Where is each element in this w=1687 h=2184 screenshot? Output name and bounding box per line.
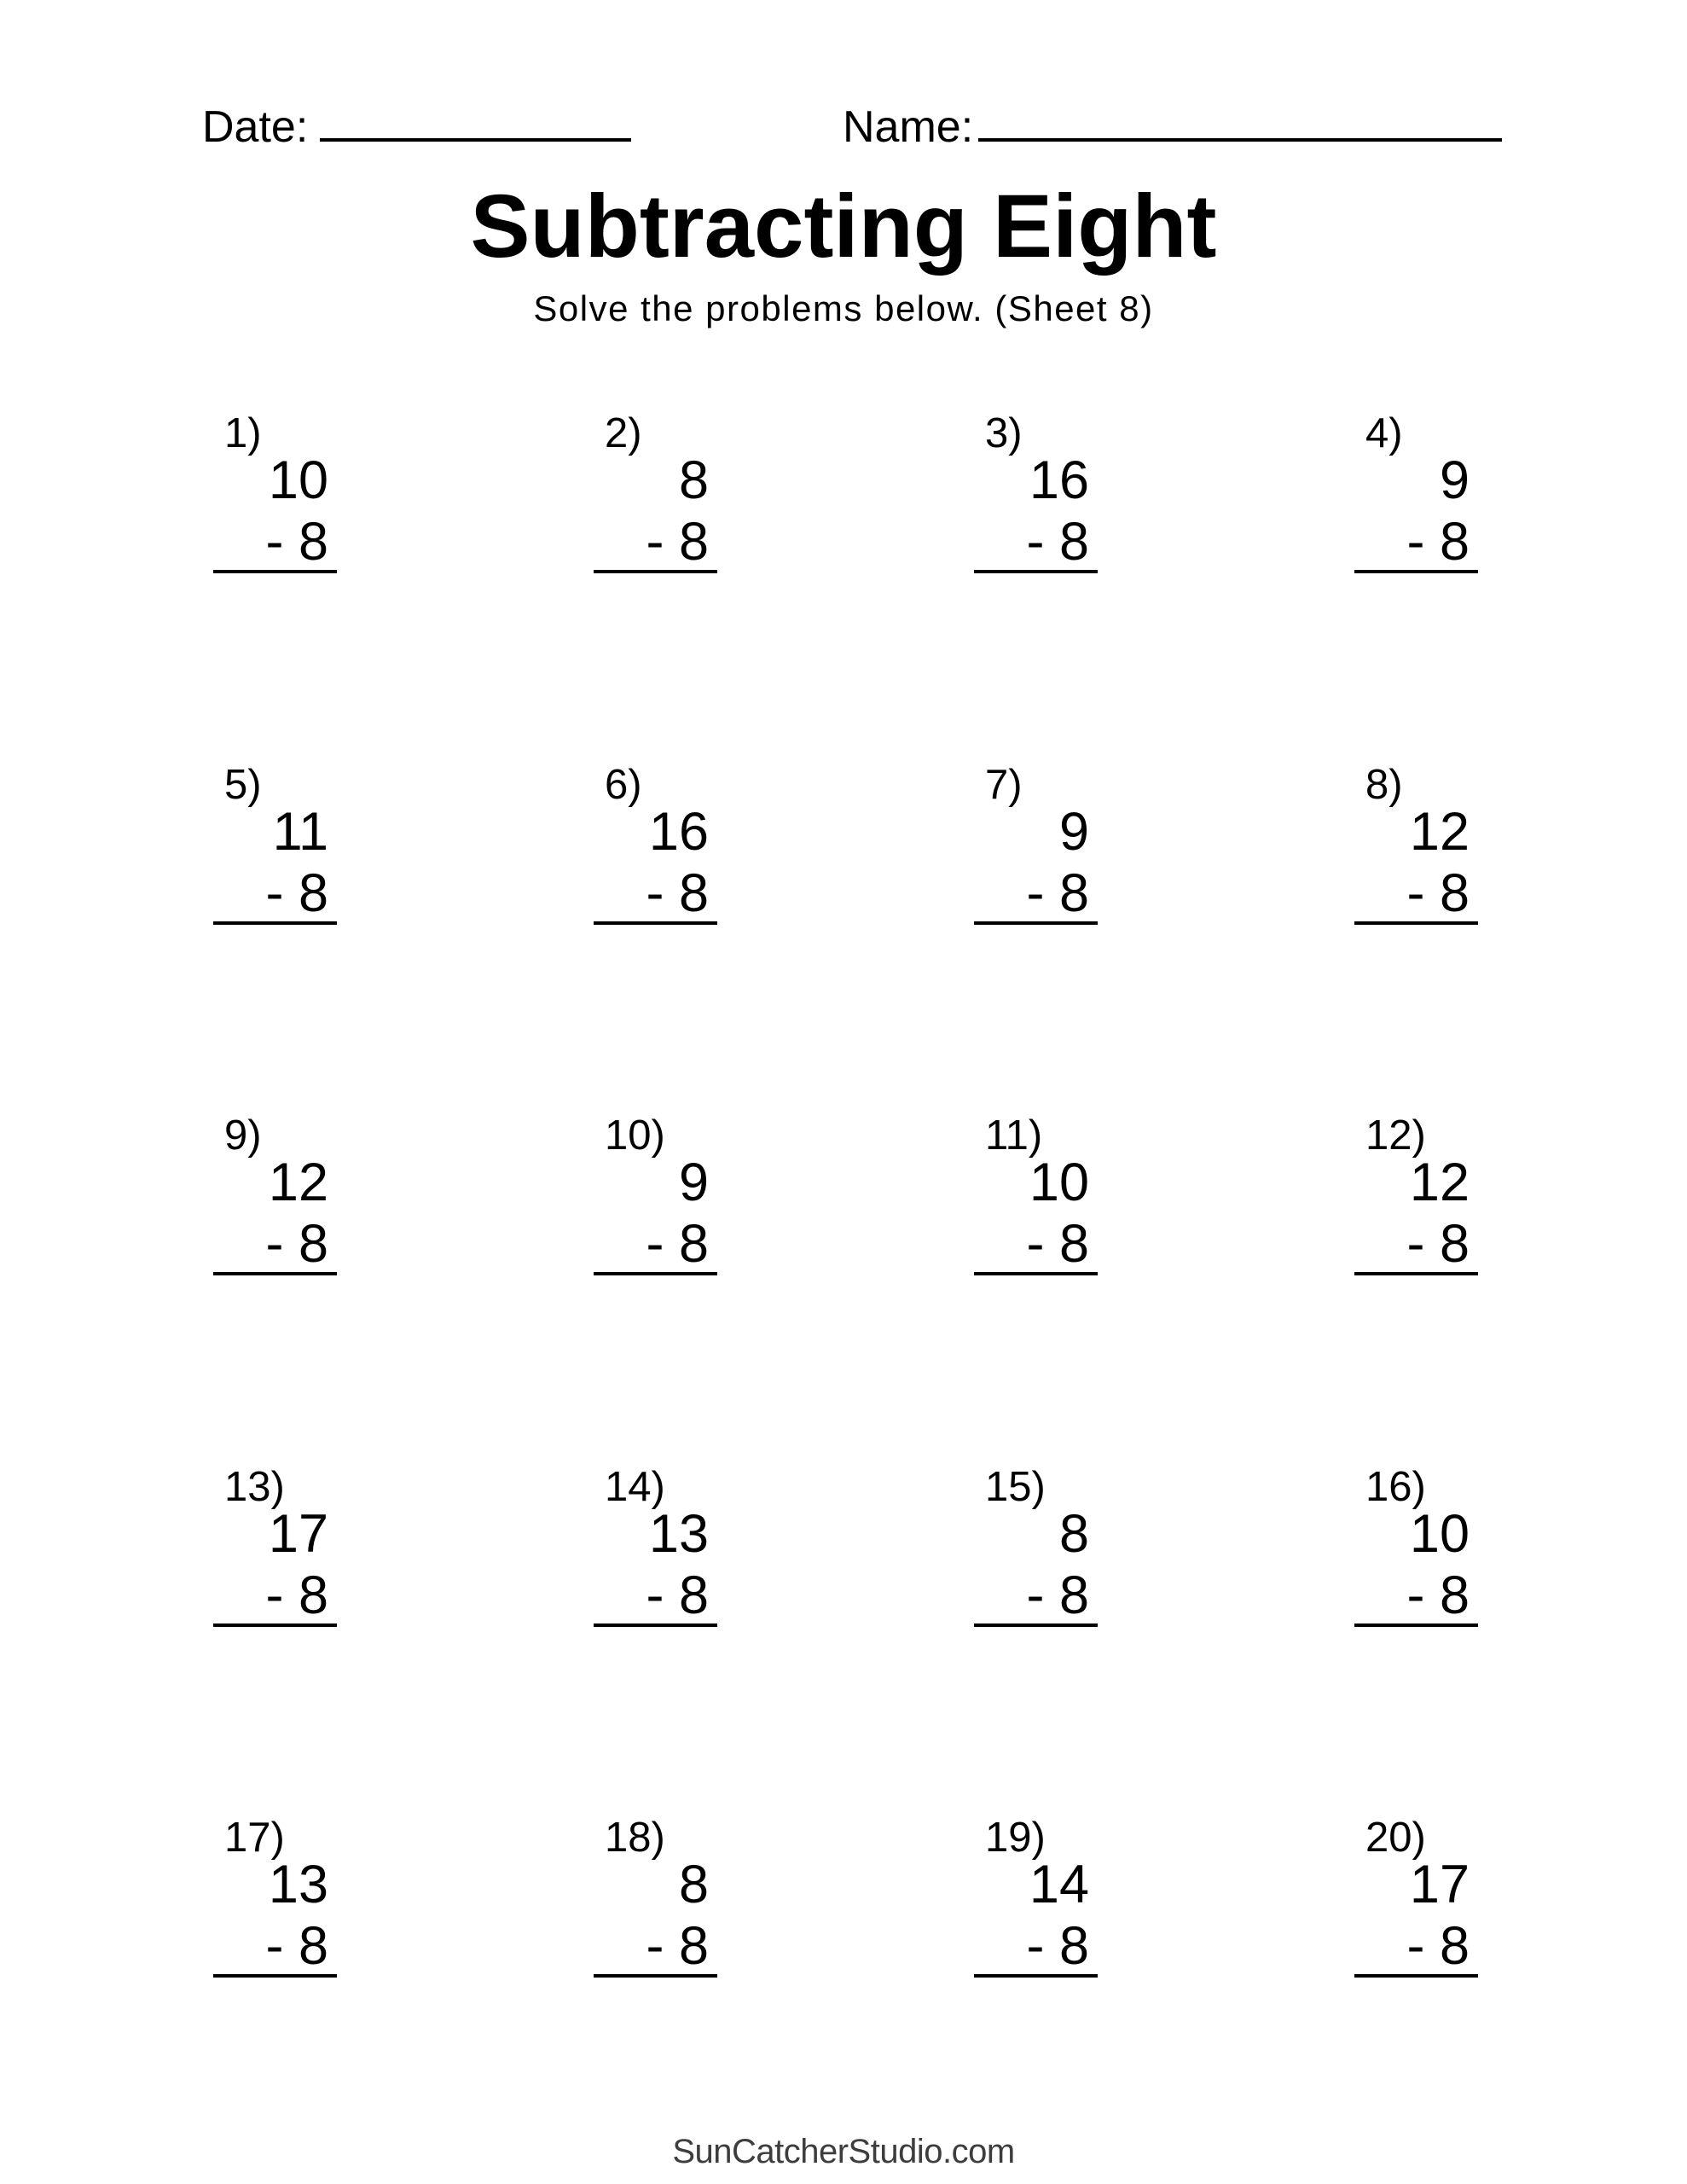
subtraction-problem — [213, 410, 337, 764]
subtraction-problem — [594, 1463, 717, 1818]
subtrahend: - 8 — [1026, 1565, 1089, 1625]
subtraction-problem — [974, 761, 1098, 1116]
minuend: 16 — [648, 801, 709, 862]
problem-number: 19) — [985, 1815, 1046, 1861]
subtrahend: - 8 — [1406, 863, 1470, 923]
footer-credit: SunCatcherStudio.com — [672, 2133, 1015, 2170]
problem-number: 14) — [605, 1463, 665, 1510]
problem-number: 13) — [224, 1463, 285, 1510]
subtraction-problem — [974, 1112, 1098, 1467]
subtraction-problem — [1354, 1817, 1478, 2169]
problem-number: 6) — [605, 761, 642, 808]
minuend: 12 — [1409, 801, 1470, 862]
minuend: 13 — [648, 1503, 709, 1564]
minuend: 14 — [1029, 1855, 1089, 1914]
problem-number: 15) — [985, 1463, 1046, 1510]
subtraction-problem — [974, 1817, 1098, 2169]
minuend: 9 — [1439, 450, 1470, 510]
subtrahend: - 8 — [1026, 863, 1089, 923]
name-fill-line[interactable] — [978, 130, 1502, 142]
subtraction-problem — [213, 761, 337, 1116]
name-label: Name: — [843, 102, 974, 152]
problem-number: 18) — [605, 1815, 665, 1861]
subtrahend: - 8 — [265, 512, 328, 572]
problem-number: 16) — [1365, 1463, 1426, 1510]
minuend: 10 — [1409, 1503, 1470, 1564]
minuend: 13 — [268, 1855, 328, 1914]
subtrahend: - 8 — [265, 1916, 328, 1976]
name-field — [843, 102, 1502, 152]
problem-number: 17) — [224, 1815, 285, 1861]
subtrahend: - 8 — [265, 1214, 328, 1274]
subtraction-problem — [213, 1817, 337, 2169]
minuend: 16 — [1029, 450, 1089, 510]
minuend: 12 — [268, 1153, 328, 1212]
subtraction-problem — [974, 1463, 1098, 1818]
problems-grid — [213, 410, 1478, 2169]
date-fill-line[interactable] — [320, 130, 631, 142]
minuend: 8 — [678, 1855, 709, 1914]
minuend: 9 — [1058, 801, 1089, 862]
subtraction-problem — [1354, 1463, 1478, 1818]
subtraction-problem — [974, 410, 1098, 764]
subtraction-problem — [594, 410, 717, 764]
minuend: 12 — [1409, 1153, 1470, 1212]
subtraction-problem — [213, 1112, 337, 1467]
problem-number: 5) — [224, 761, 262, 808]
minuend: 8 — [1058, 1503, 1089, 1564]
subtraction-problem — [1354, 410, 1478, 764]
subtraction-problem — [1354, 761, 1478, 1116]
subtrahend: - 8 — [646, 1214, 709, 1274]
subtrahend: - 8 — [1026, 1214, 1089, 1274]
problem-number: 20) — [1365, 1815, 1426, 1861]
problem-number: 3) — [985, 410, 1023, 456]
problem-number: 7) — [985, 761, 1023, 808]
subtrahend: - 8 — [1406, 1214, 1470, 1274]
subtrahend: - 8 — [1406, 1916, 1470, 1976]
subtraction-problem — [594, 1112, 717, 1467]
minuend: 9 — [678, 1153, 709, 1212]
problem-number: 11) — [985, 1112, 1043, 1159]
minuend: 10 — [268, 450, 328, 510]
subtrahend: - 8 — [646, 1916, 709, 1976]
minuend: 10 — [1029, 1153, 1089, 1212]
problem-number: 4) — [1365, 410, 1403, 456]
subtrahend: - 8 — [1026, 1916, 1089, 1976]
subtraction-problem — [594, 761, 717, 1116]
subtrahend: - 8 — [265, 1565, 328, 1625]
minuend: 11 — [272, 801, 328, 862]
problem-number: 12) — [1365, 1112, 1426, 1159]
date-field — [202, 102, 631, 152]
subtrahend: - 8 — [1406, 512, 1470, 572]
problem-number: 10) — [605, 1112, 665, 1159]
date-label: Date: — [202, 102, 309, 152]
problem-number: 8) — [1365, 761, 1403, 808]
subtrahend: - 8 — [1406, 1565, 1470, 1625]
subtraction-problem — [1354, 1112, 1478, 1467]
minuend: 17 — [1409, 1855, 1470, 1914]
subtrahend: - 8 — [265, 863, 328, 923]
subtrahend: - 8 — [646, 512, 709, 572]
problem-number: 2) — [605, 410, 642, 456]
subtraction-problem — [594, 1817, 717, 2169]
minuend: 17 — [268, 1503, 328, 1564]
subtraction-problem — [213, 1463, 337, 1818]
subtrahend: - 8 — [646, 1565, 709, 1625]
worksheet-title: Subtracting Eight — [470, 177, 1217, 276]
minuend: 8 — [678, 450, 709, 510]
subtrahend: - 8 — [1026, 512, 1089, 572]
worksheet-subtitle: Solve the problems below. (Sheet 8) — [533, 288, 1154, 328]
problem-number: 9) — [224, 1112, 262, 1159]
problem-number: 1) — [224, 410, 262, 456]
subtrahend: - 8 — [646, 863, 709, 923]
